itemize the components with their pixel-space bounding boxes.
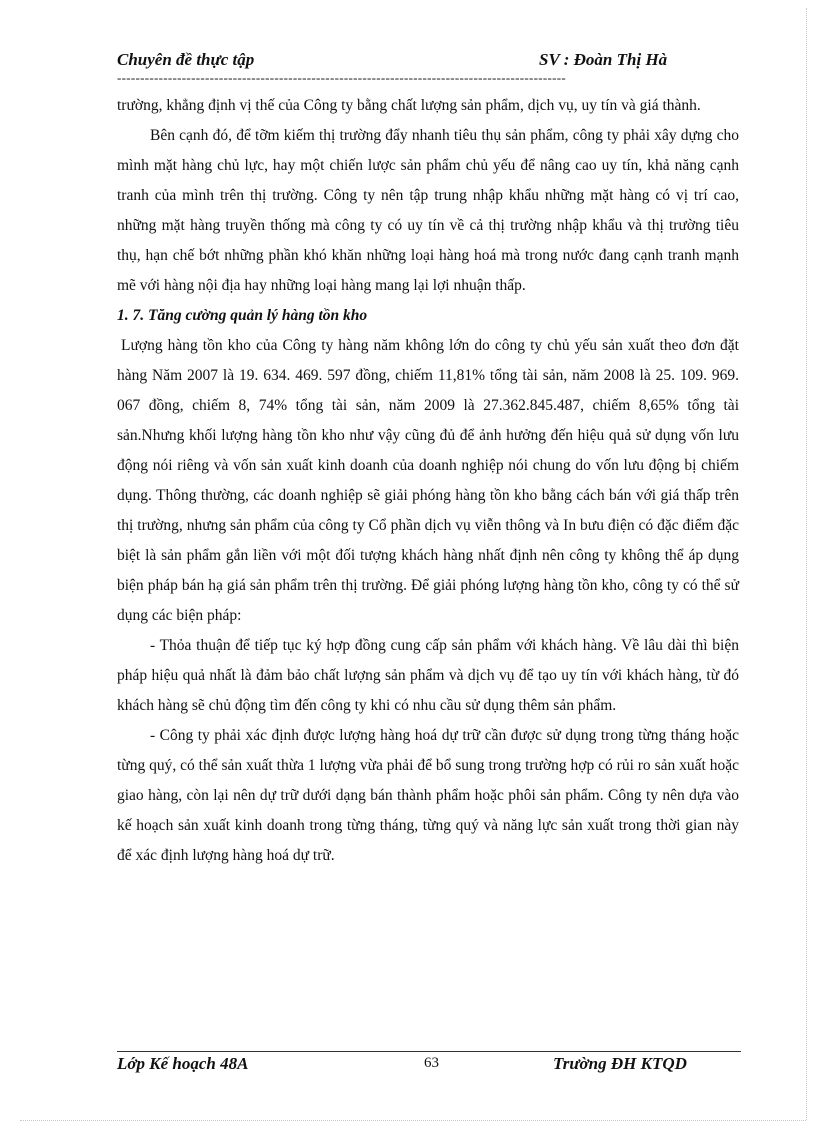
footer-class: Lớp Kế hoạch 48A (117, 1054, 249, 1073)
header-separator: ------------------------------------------------------------------------------------------------- (117, 70, 567, 85)
footer-school: Trường ĐH KTQD (553, 1054, 687, 1073)
footer-rule (117, 1051, 741, 1052)
paragraph-strategy: Bên cạnh đó, để tỡm kiếm thị trường đẩy nhanh tiêu thụ sản phẩm, công ty phải xây dựng cho mình mặt hàng chủ lực, hay một chiến lược sản phẩm chủ yếu để nâng cao uy tín, khả năng cạnh tranh của mình trên thị trường. Công ty nên tập trung nhập khẩu những mặt hàng có vị trí cao, những mặt hàng truyền thống mà công ty có uy tín về cả thị trường nhập khẩu và thị trường tiêu thụ, hạn chế bớt những phần khó khăn những loại hàng hoá mà trong nước đang cạnh tranh mạnh mẽ với hàng nội địa hay những loại hàng mang lại lợi nhuận thấp. (117, 127, 739, 294)
page-border-right (806, 8, 807, 1120)
paragraph-inventory: Lượng hàng tồn kho của Công ty hàng năm không lớn do công ty chủ yếu sản xuất theo đơn đặt hàng Năm 2007 là 19. 634. 469. 597 đồng, chiếm 11,81% tổng tài sản, năm 2008 là 25. 109. 969. 067 đồng, chiếm 8, 74% tổng tài sản, năm 2009 là 27.362.845.487, chiếm 8,65% tổng tài sản.Nhưng khối lượng hàng tồn kho như vậy cũng đủ để ảnh hưởng đến hiệu quả sử dụng vốn lưu động nói riêng và vốn sản xuất kinh doanh của doanh nghiệp nói chung do vốn lưu động bị chiếm dụng. Thông thường, các doanh nghiệp sẽ giải phóng hàng tồn kho bằng cách bán với giá thấp trên thị trường, nhưng sản phẩm của công ty Cổ phần dịch vụ viễn thông và In bưu điện có đặc điểm đặc biệt là sản phẩm gắn liền với một đối tượng khách hàng nhất định nên công ty không thể áp dụng biện pháp bán hạ giá sản phẩm trên thị trường. Để giải phóng lượng hàng tồn kho, công ty có thể sử dụng các biện pháp: (117, 337, 739, 624)
page-body (117, 91, 739, 871)
paragraph-continuation: trường, khẳng định vị thế của Công ty bằng chất lượng sản phẩm, dịch vụ, uy tín và giá thành. (117, 97, 701, 114)
header-author: SV : Đoàn Thị Hà (539, 50, 668, 69)
section-heading: 1. 7. Tăng cường quản lý hàng tồn kho (117, 307, 368, 324)
page-footer (117, 1054, 741, 1078)
list-item-contract: - Thỏa thuận để tiếp tục ký hợp đồng cung cấp sản phẩm với khách hàng. Về lâu dài thì biện pháp hiệu quả nhất là đảm bảo chất lượng sản phẩm và dịch vụ để tạo uy tín với khách hàng, từ đó khách hàng sẽ chủ động tìm đến công ty khi có nhu cầu sử dụng thêm sản phẩm. (117, 637, 739, 714)
page-number: 63 (424, 1055, 439, 1071)
list-item-reserve: - Công ty phải xác định được lượng hàng hoá dự trữ cần được sử dụng trong từng tháng hoặc từng quý, có thể sản xuất thừa 1 lượng vừa phải để bổ sung trong trường hợp có rủi ro sản xuất hoặc giao hàng, còn lại nên dự trữ dưới dạng bán thành phẩm hoặc phôi sản phẩm. Công ty nên dựa vào kế hoạch sản xuất kinh doanh trong từng tháng, từng quý và năng lực sản xuất trong thời gian này để xác định lượng hàng hoá dự trữ. (117, 727, 739, 864)
page-border-bottom (20, 1120, 806, 1121)
header-title: Chuyên đề thực tập (117, 50, 255, 69)
